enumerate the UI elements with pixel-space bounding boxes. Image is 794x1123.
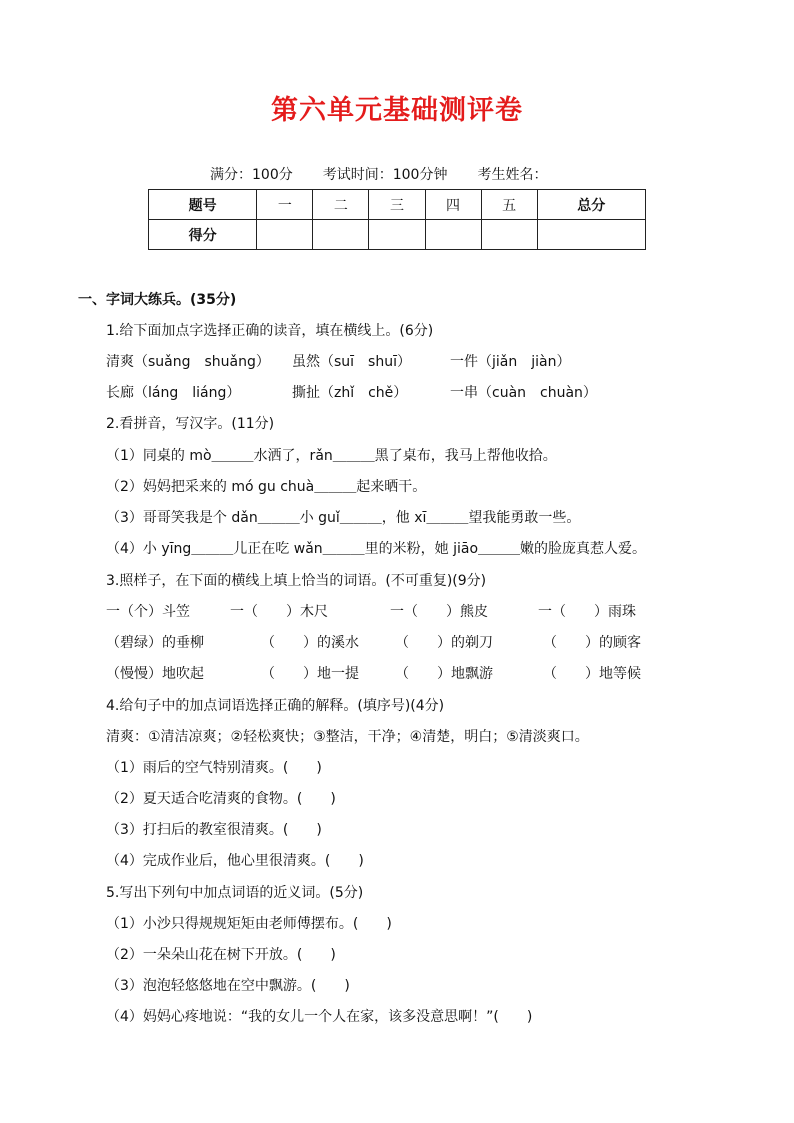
word-fill: （ ）地飘游 — [395, 666, 493, 682]
score-header-cell: 四 — [425, 190, 481, 220]
word-fill: （慢慢）地吹起 — [106, 666, 204, 682]
page-title: 第六单元基础测评卷 — [271, 95, 523, 126]
question-item: （4）小 yīng＿＿＿儿正在吃 wǎn＿＿＿里的米粉，她 jiāo＿＿＿嫩的脸庞真惹人爱。 — [106, 541, 647, 557]
exam-meta — [210, 164, 577, 184]
score-header-cell: 三 — [369, 190, 425, 220]
score-table — [148, 189, 646, 250]
word-fill: （ ）地一提 — [261, 666, 359, 682]
full-score: 满分：100分 — [210, 167, 293, 183]
question-item: （4）妈妈心疼地说：“我的女儿一个人在家，该多没意思啊！”( ) — [106, 1009, 533, 1025]
pinyin-choice: 一串（cuàn chuàn） — [450, 385, 597, 401]
pinyin-choice: 一件（jiǎn jiàn） — [450, 354, 571, 370]
question-item: （1）雨后的空气特别清爽。( ) — [106, 760, 322, 776]
score-table-header-row — [149, 190, 646, 220]
question-item: （3）泡泡轻悠悠地在空中飘游。( ) — [106, 978, 350, 994]
score-cell[interactable] — [369, 220, 425, 250]
word-fill: 一（ ）雨珠 — [538, 604, 636, 620]
pinyin-choice: 虽然（suī shuī） — [292, 354, 411, 370]
question-stem: 3.照样子，在下面的横线上填上恰当的词语。(不可重复)(9分) — [106, 573, 487, 589]
question-item: （1）小沙只得规规矩矩由老师傅摆布。( ) — [106, 916, 392, 932]
exam-time: 考试时间：100分钟 — [322, 167, 448, 183]
pinyin-choice: 撕扯（zhǐ chě） — [292, 385, 408, 401]
question-stem: 4.给句子中的加点词语选择正确的解释。(填序号)(4分) — [106, 698, 445, 714]
score-cell[interactable] — [481, 220, 537, 250]
question-item: （2）一朵朵山花在树下开放。( ) — [106, 947, 336, 963]
question-item: （4）完成作业后，他心里很清爽。( ) — [106, 853, 364, 869]
score-table-score-row — [149, 220, 646, 250]
score-cell[interactable] — [425, 220, 481, 250]
word-fill: 一（个）斗笠 — [106, 604, 190, 620]
score-cell[interactable] — [313, 220, 369, 250]
question-stem: 5.写出下列句中加点词语的近义词。(5分) — [106, 885, 364, 901]
pinyin-choice: 清爽（suǎng shuǎng） — [106, 354, 270, 370]
pinyin-choice: 长廊（láng liáng） — [106, 385, 241, 401]
question-stem: 2.看拼音，写汉字。(11分) — [106, 416, 275, 432]
question-item: （2）夏天适合吃清爽的食物。( ) — [106, 791, 336, 807]
question-item: （2）妈妈把采来的 mó gu chuà＿＿＿起来晒干。 — [106, 479, 427, 495]
score-cell[interactable] — [257, 220, 313, 250]
definition-list: 清爽：①清洁凉爽；②轻松爽快；③整洁，干净；④清楚，明白；⑤清淡爽口。 — [106, 729, 589, 745]
question-item: （1）同桌的 mò＿＿＿水洒了，rǎn＿＿＿黑了桌布，我马上帮他收拾。 — [106, 448, 557, 464]
score-row-label: 得分 — [149, 220, 257, 250]
word-fill: （ ）的顾客 — [543, 635, 641, 651]
score-header-cell: 总分 — [537, 190, 645, 220]
question-item: （3）打扫后的教室很清爽。( ) — [106, 822, 322, 838]
question-stem: 1.给下面加点字选择正确的读音，填在横线上。(6分) — [106, 323, 434, 339]
score-header-cell: 题号 — [149, 190, 257, 220]
score-header-cell: 一 — [257, 190, 313, 220]
word-fill: （碧绿）的垂柳 — [106, 635, 204, 651]
word-fill: 一（ ）熊皮 — [390, 604, 488, 620]
word-fill: （ ）的溪水 — [261, 635, 359, 651]
word-fill: （ ）的剃刀 — [395, 635, 493, 651]
score-header-cell: 二 — [313, 190, 369, 220]
score-header-cell: 五 — [481, 190, 537, 220]
student-name-label: 考生姓名： — [477, 167, 548, 183]
word-fill: （ ）地等候 — [543, 666, 641, 682]
question-item: （3）哥哥笑我是个 dǎn＿＿＿小 guǐ＿＿＿，他 xī＿＿＿望我能勇敢一些。 — [106, 510, 581, 526]
word-fill: 一（ ）木尺 — [230, 604, 328, 620]
score-cell[interactable] — [537, 220, 645, 250]
section-heading: 一、字词大练兵。(35分) — [78, 292, 237, 308]
